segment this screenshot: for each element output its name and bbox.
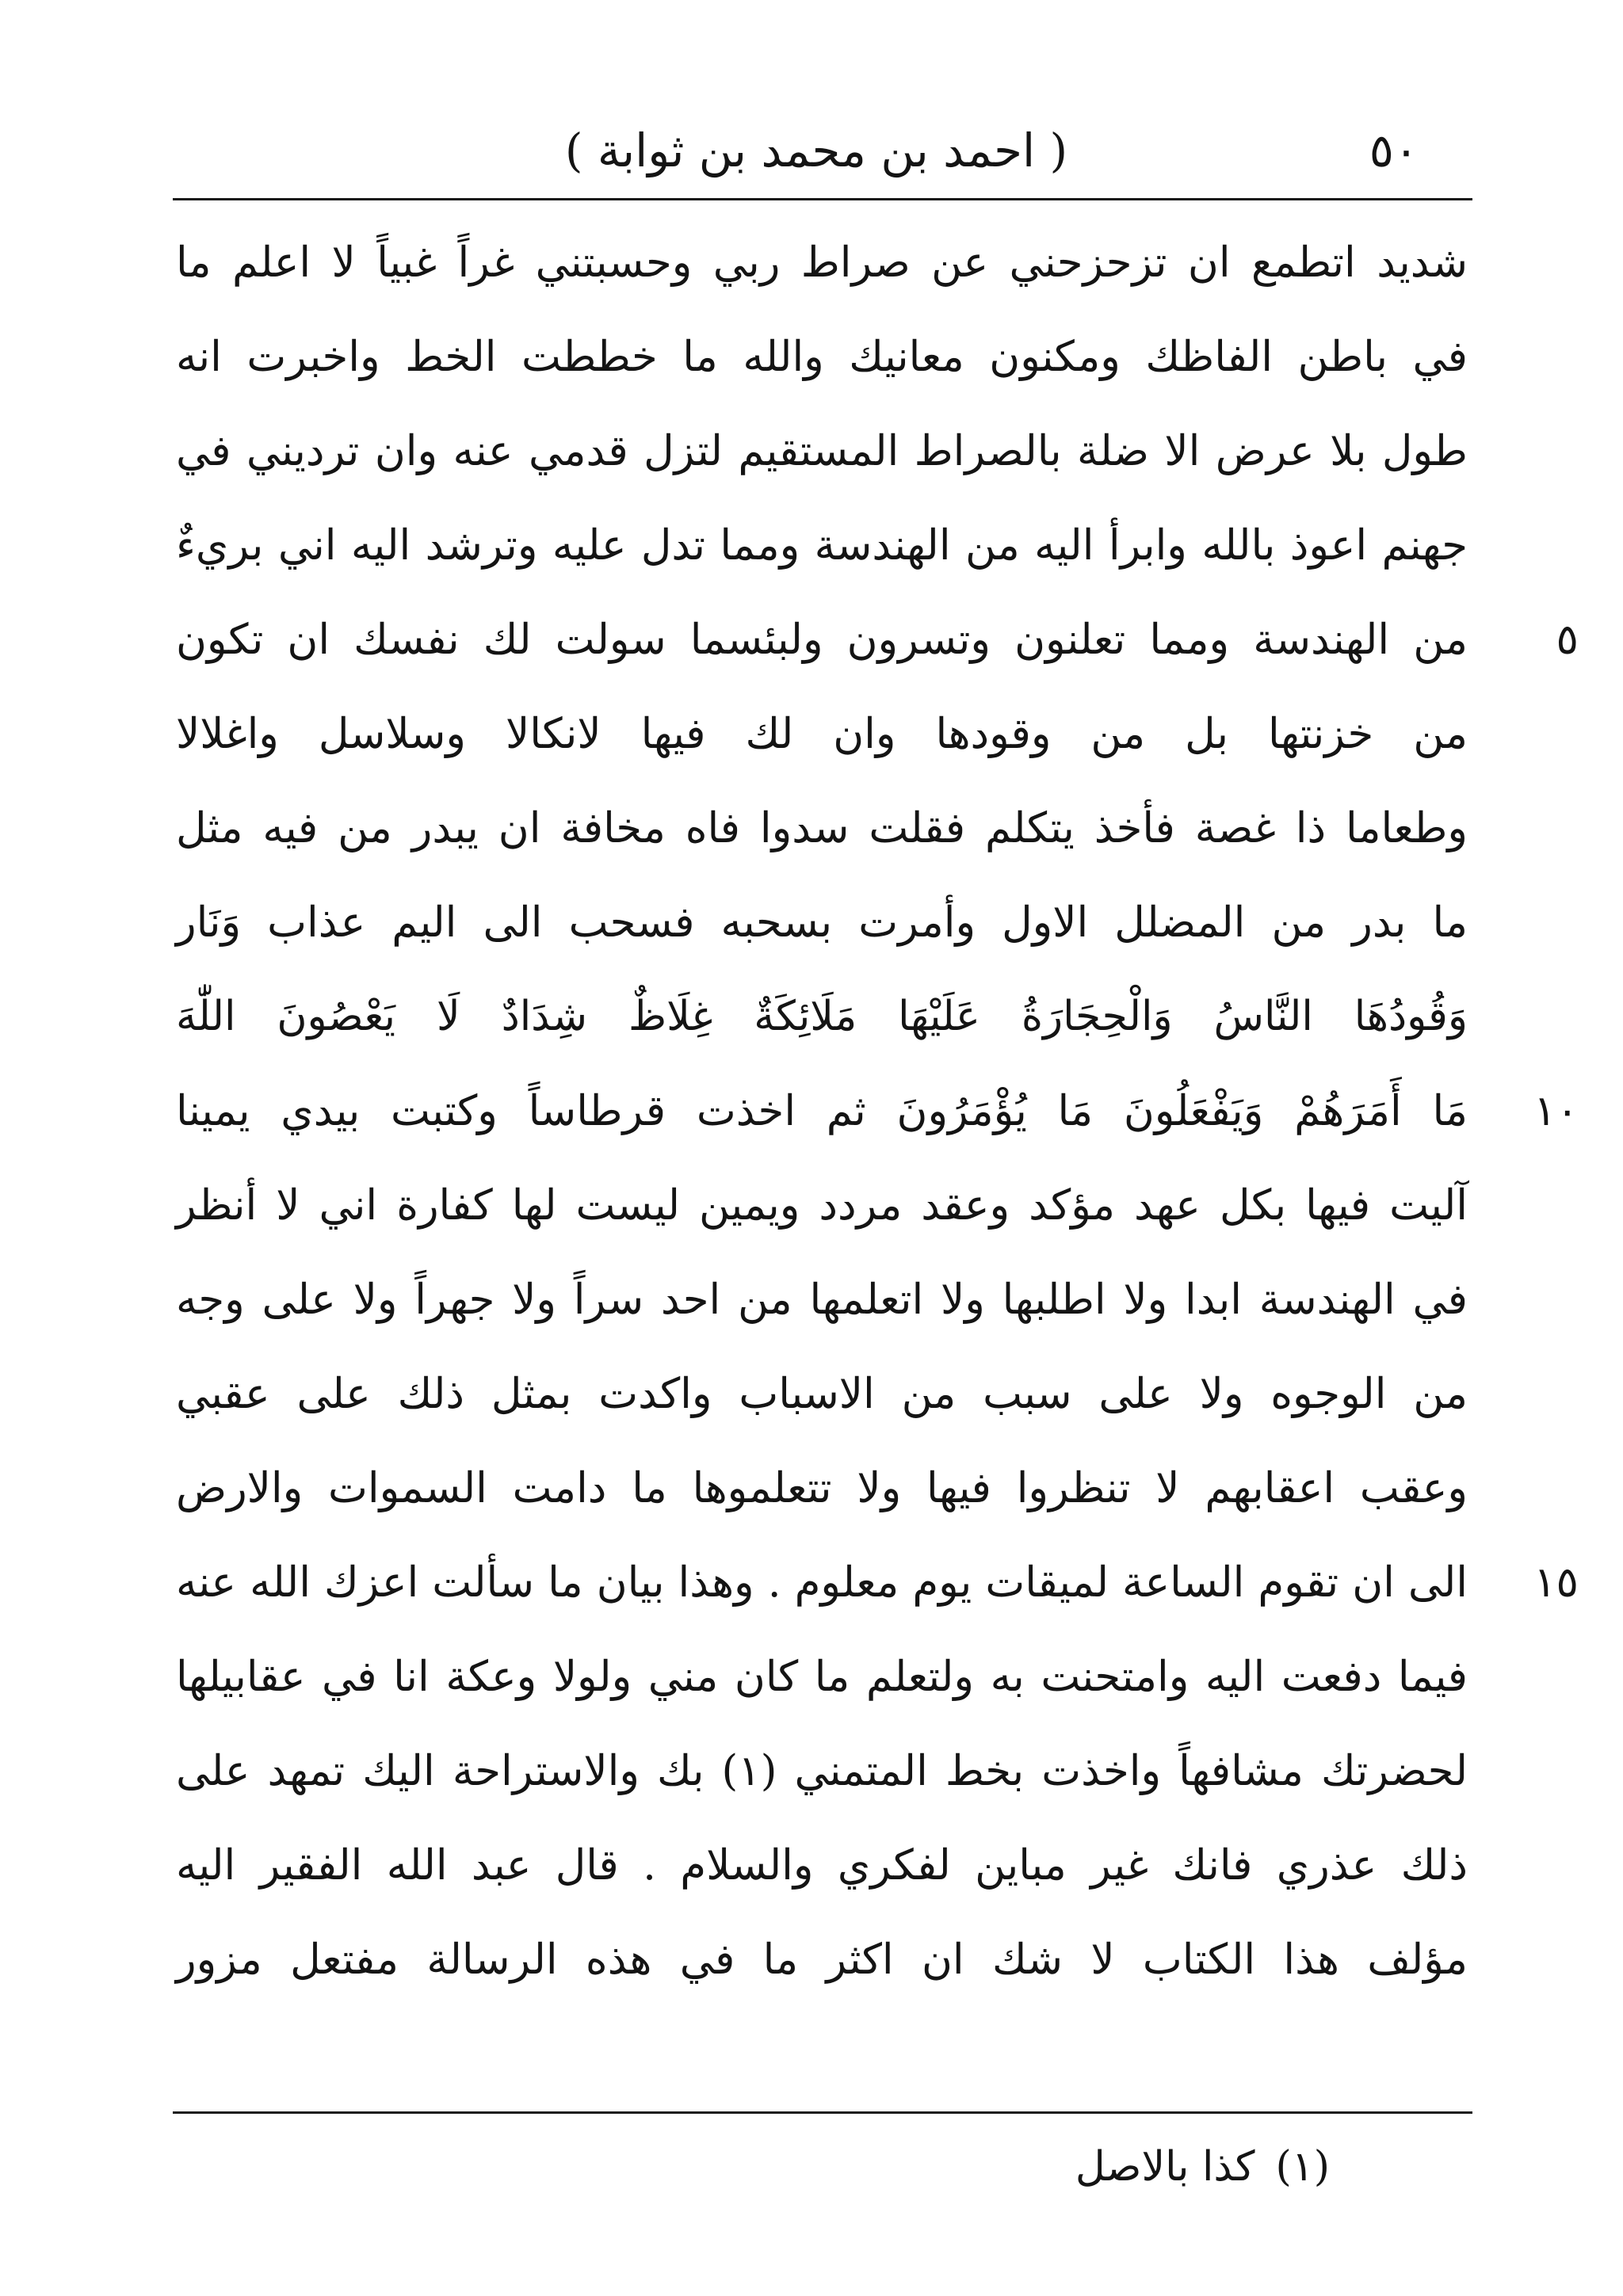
text-line [176, 1724, 1468, 1818]
line-text: طول بلا عرض الا ضلة بالصراط المستقيم لتزل قدمي عنه وان ترديني في [176, 427, 1468, 475]
line-text: وطعاما ذا غصة فأخذ يتكلم فقلت سدوا فاه مخافة ان يبدر من فيه مثل [176, 804, 1468, 852]
text-line [176, 781, 1468, 875]
text-line [176, 1064, 1579, 1158]
line-text: مَا أَمَرَهُمْ وَيَفْعَلُونَ مَا يُؤْمَرُونَ ثم اخذت قرطاساً وكتبت بيدي يمينا [176, 1087, 1468, 1135]
line-text: مؤلف هذا الكتاب لا شك ان اكثر ما في هذه الرسالة مفتعل مزور [176, 1936, 1468, 1984]
body-text [176, 215, 1579, 2007]
line-text: شديد اتطمع ان تزحزحني عن صراط ربي وحسبتني غراً غبياً لا اعلم ما [176, 238, 1468, 287]
header-rule [173, 198, 1472, 200]
line-text: آليت فيها بكل عهد مؤكد وعقد مردد ويمين ليست لها كفارة اني لا أنظر [176, 1181, 1468, 1230]
footnote-marker: (١) [1275, 2143, 1330, 2191]
line-text: ما بدر من المضلل الاول وأمرت بسحبه فسحب الى اليم عذاب وَنَار [176, 898, 1468, 947]
footnote [173, 2131, 1330, 2203]
line-text: جهنم اعوذ بالله وابرأ اليه من الهندسة ومما تدل عليه وترشد اليه اني بريءٌ [176, 521, 1468, 570]
footnote-text: كذا بالاصل [1075, 2143, 1255, 2191]
text-line [176, 215, 1468, 310]
line-text: لحضرتك مشافهاً واخذت بخط المتمني (١) بك والاستراحة اليك تمهد على [176, 1747, 1468, 1795]
text-line [176, 1347, 1468, 1441]
text-line [176, 1913, 1468, 2007]
line-text: في باطن الفاظك ومكنون معانيك والله ما خططت الخط واخبرت انه [176, 333, 1468, 381]
line-text: الى ان تقوم الساعة لميقات يوم معلوم . وهذا بيان ما سألت اعزك الله عنه [176, 1558, 1468, 1607]
text-line [176, 1158, 1468, 1253]
text-line [176, 593, 1579, 687]
text-line [176, 310, 1468, 404]
footnote-rule [173, 2111, 1472, 2114]
text-line [176, 1630, 1468, 1724]
text-line [176, 498, 1468, 593]
line-text: ذلك عذري فانك غير مباين لفكري والسلام . قال عبد الله الفقير اليه [176, 1841, 1468, 1890]
page-number: ٥٠ [1369, 124, 1419, 177]
running-header [166, 111, 1466, 190]
text-line [176, 1535, 1579, 1630]
quran-verse-text: وَقُودُهَا النَّاسُ وَالْحِجَارَةُ عَلَيْهَا مَلَائِكَةٌ غِلَاظٌ شِدَادٌ لَا يَعْصُونَ اللّٰهَ [176, 993, 1468, 1040]
line-text: فيما دفعت اليه وامتحنت به ولتعلم ما كان مني ولولا وعكة انا في عقابيلها [176, 1653, 1468, 1701]
line-number: ١٠ [1533, 1087, 1579, 1135]
line-text: من الهندسة ومما تعلنون وتسرون ولبئسما سولت لك نفسك ان تكون [176, 616, 1468, 664]
line-number: ١٥ [1533, 1558, 1579, 1607]
line-text: من خزنتها بل من وقودها وان لك فيها لانكالا وسلاسل واغلالا [176, 710, 1468, 758]
line-text: من الوجوه ولا على سبب من الاسباب واكدت بمثل ذلك على عقبي [176, 1370, 1468, 1418]
text-line [176, 404, 1468, 498]
line-text: في الهندسة ابدا ولا اطلبها ولا اتعلمها من احد سراً ولا جهراً ولا على وجه [176, 1276, 1468, 1324]
text-line [176, 875, 1468, 970]
running-title: ( احمد بن محمد بن ثوابة ) [564, 124, 1068, 177]
line-text: وعقب اعقابهم لا تنظروا فيها ولا تتعلموها ما دامت السموات والارض [176, 1464, 1468, 1512]
text-line [176, 970, 1468, 1064]
text-line [176, 1441, 1468, 1535]
line-number: ٥ [1556, 616, 1579, 664]
text-line [176, 687, 1468, 781]
text-line [176, 1253, 1468, 1347]
text-line [176, 1818, 1468, 1913]
